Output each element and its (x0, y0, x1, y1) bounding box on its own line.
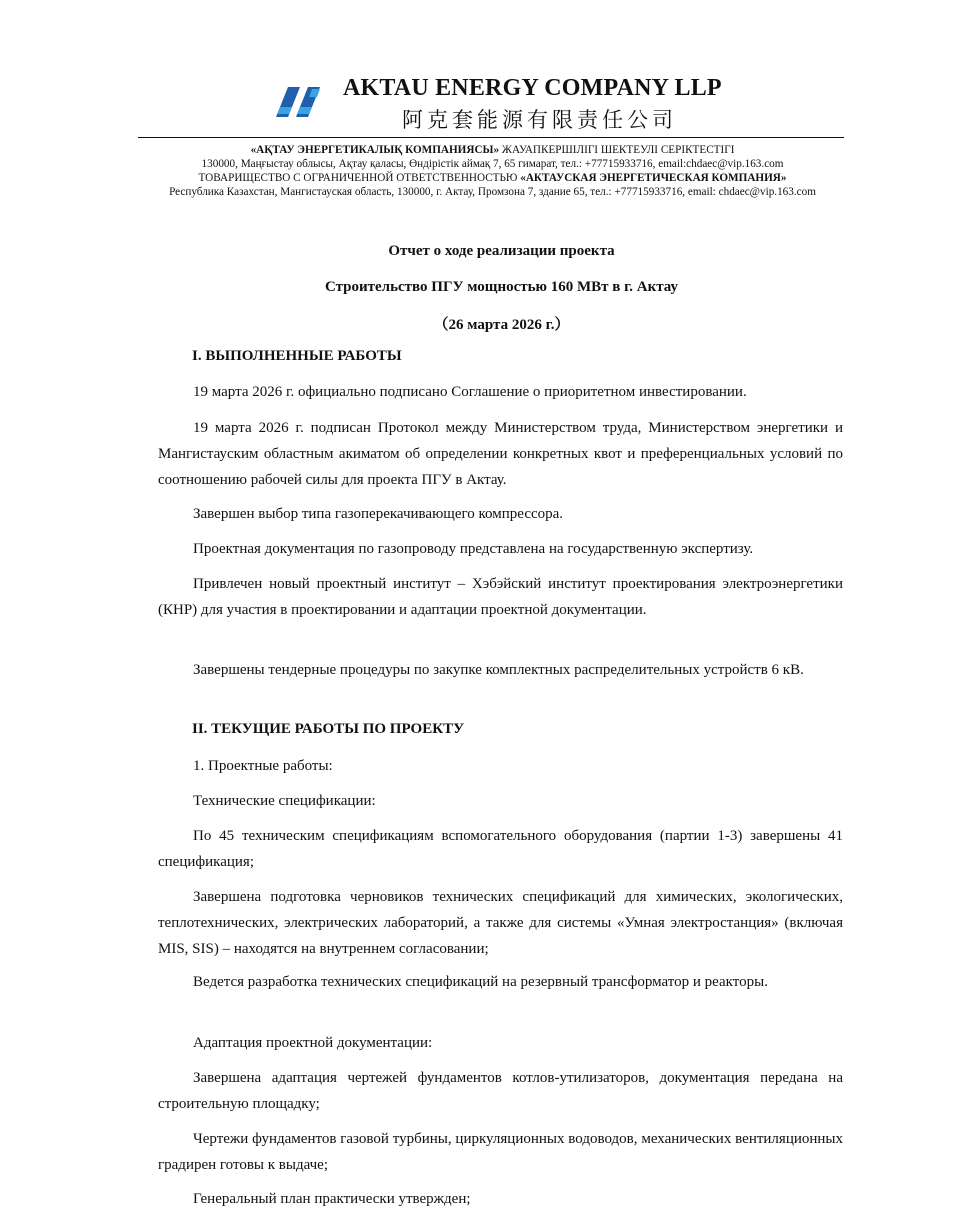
kz-company-type: ЖАУАПКЕРШІЛІГІ ШЕКТЕУЛІ СЕРІКТЕСТІГІ (499, 144, 735, 156)
paragraph: Завершены тендерные процедуры по закупке комплектных распределительных устройств 6 кВ. (193, 662, 804, 678)
company-name-en: AKTAU ENERGY COMPANY LLP (343, 75, 722, 101)
paragraph: Завершена подготовка черновиков технических спецификаций для химических, экологических, теплотехнических, электрических лабораторий, а также для системы «Умная электростанция» (включая MIS, SIS) – находятся на внутреннем согласовании; (158, 889, 843, 957)
paragraph: Привлечен новый проектный институт – Хэбэйский институт проектирования электроэнергетики (КНР) для участия в проектировании и адаптации проектной документации. (158, 576, 843, 618)
paragraph: Завершена адаптация чертежей фундаментов котлов-утилизаторов, документация передана на строительную площадку; (158, 1070, 843, 1112)
header-divider (138, 137, 844, 138)
address-ru: Республика Казахстан, Мангистауская область, 130000, г. Актау, Промзона 7, здание 65, тел.: +77715933716, email: chdaec@vip.163.com (169, 186, 816, 198)
letterhead (140, 70, 843, 140)
section-heading-current: II. ТЕКУЩИЕ РАБОТЫ ПО ПРОЕКТУ (192, 721, 465, 737)
paragraph: 19 марта 2026 г. официально подписано Соглашение о приоритетном инвестировании. (193, 384, 747, 400)
paragraph: Проектная документация по газопроводу представлена на государственную экспертизу. (193, 541, 754, 557)
paragraph: Ведется разработка технических спецификаций на резервный трансформатор и реакторы. (193, 974, 768, 990)
paragraph: 1. Проектные работы: (193, 758, 333, 774)
address-kz: 130000, Маңғыстау облысы, Ақтау қаласы, Өндірістік аймақ 7, 65 гимарат, тел.: +77715933716, email:chdaec@vip.163.com (201, 158, 784, 170)
paragraph: Генеральный план практически утвержден; (193, 1191, 471, 1207)
document-subtitle: Строительство ПГУ мощностью 160 МВт в г. Актау (324, 279, 679, 295)
document-title: Отчет о ходе реализации проекта (388, 243, 615, 259)
document-date: （26 марта 2026 г.） (433, 317, 570, 333)
paragraph: По 45 техническим спецификациям вспомогательного оборудования (партии 1-3) завершены 41 спецификация; (158, 828, 843, 870)
paragraph: Чертежи фундаментов газовой турбины, циркуляционных водоводов, механических вентиляционных градирен готовы к выдаче; (158, 1131, 843, 1173)
paragraph: Технические спецификации: (193, 793, 376, 809)
address-ru-name (120, 171, 865, 185)
address-kz-name (120, 143, 865, 157)
section-heading-completed: I. ВЫПОЛНЕННЫЕ РАБОТЫ (192, 348, 402, 364)
company-logo-icon (274, 85, 324, 119)
paragraph: Адаптация проектной документации: (193, 1035, 433, 1051)
company-name-cn: 阿克套能源有限责任公司 (402, 108, 677, 132)
ru-company-name: «АКТАУСКАЯ ЭНЕРГЕТИЧЕСКАЯ КОМПАНИЯ» (520, 172, 787, 184)
ru-company-type: ТОВАРИЩЕСТВО С ОГРАНИЧЕННОЙ ОТВЕТСТВЕННОСТЬЮ (198, 172, 521, 184)
paragraph: Завершен выбор типа газоперекачивающего компрессора. (193, 506, 564, 522)
paragraph: 19 марта 2026 г. подписан Протокол между Министерством труда, Министерством энергетики и Мангистауским областным акиматом об определении конкретных квот и преференциальных условий по соотношению рабочей силы для проекта ПГУ в Актау. (158, 420, 843, 488)
kz-company-name: «АҚТАУ ЭНЕРГЕТИКАЛЫҚ КОМПАНИЯСЫ» (250, 144, 500, 156)
